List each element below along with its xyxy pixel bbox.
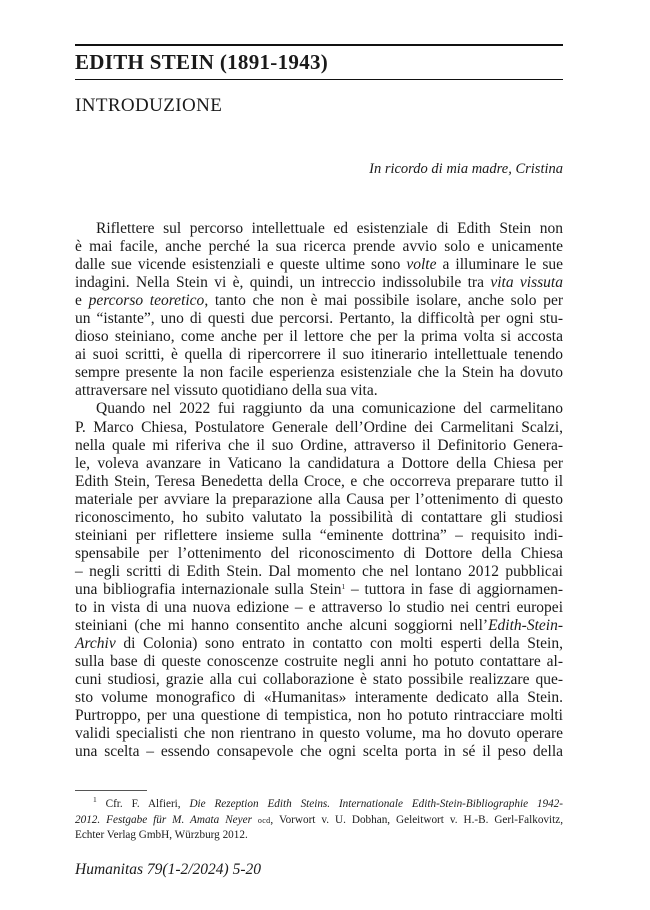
article-title: EDITH STEIN (1891-1943) [75,50,329,74]
body-line [75,545,563,563]
body-line [75,707,563,725]
header-top-rule [75,44,563,46]
italic-text: volte [406,256,437,274]
text-run: sto volume monografico di «Humanitas» interamente dedicato alla Stein. [75,689,563,707]
body-line [75,364,563,382]
text-run: spensabile per l’ottenimento del riconoscimento di Dottore della Chiesa [75,544,563,562]
text-run: è mai facile, anche perché la sua ricerca prende avvio solo e unicamente [75,238,563,256]
text-run: cuni studiosi, grazie alla cui collaborazione è stato possibile realizzare que- [75,671,563,689]
text-run: Echter Verlag GmbH, Würzburg 2012. [75,829,248,841]
body-line [75,509,563,527]
footnote-line [75,828,563,844]
body-line [75,599,563,617]
text-run: validi specialisti che non rientrano in questo volume, ma ho dovuto operare [75,725,563,743]
italic-text: Die Rezeption Edith Steins. Internationale Edith-Stein-Bibliographie 1942- [189,798,564,810]
italic-text: vita vissuta [490,274,563,292]
body-line [75,725,563,743]
footnote-marker: 1 [93,794,97,804]
text-run: una bibliografia internazionale sulla Stein [75,580,342,598]
body-line [75,635,563,653]
text-run: Quando nel 2022 fui raggiunto da una comunicazione del carmelitano [96,400,563,418]
body-line [75,455,563,473]
body-line [75,400,563,418]
text-run: , Vorwort v. U. Dobhan, Geleitwort v. H.-B. Gerl-Falkovitz, [270,813,563,826]
italic-text: Edith-Stein- [488,617,563,635]
body-line [75,527,563,545]
text-run: sempre presente la non facile esperienza esistenziale che la Stein ha dovuto [75,364,563,382]
section-heading: INTRODUZIONE [75,95,223,116]
text-run: steiniani (che mi hanno consentito anche alcuni soggiorni nell’ [75,617,489,635]
body-line [75,238,563,256]
body-line [75,274,563,292]
body-line [75,256,563,274]
text-run: ai suoi scritti, è quella di ripercorrere il suo itinerario intellettuale tenendo [75,346,563,364]
text-run: , tanto che non è mai possibile isolare, anche solo per [204,292,563,310]
body-text [75,220,563,761]
text-run: dalle sue vicende esistenziali e queste ultime sono [75,256,407,274]
text-run: steiniani per riflettere insieme sulla “eminente dottrina” – requisito indi- [75,526,563,544]
text-run: le, voleva avanzare in Vaticano la candidatura a Dottore della Chiesa per [75,454,563,472]
text-run: e [75,292,89,310]
italic-text: percorso teoretico [88,292,205,310]
text-run: indagini. Nella Stein vi è, quindi, un intreccio indissolubile tra [75,274,491,292]
body-line [75,328,563,346]
text-run: Cfr. F. Alfieri, [96,798,190,810]
text-run: riconoscimento, ho subito valutato la possibilità di contattare gli studiosi [75,508,563,526]
text-run: dioso steiniano, come anche per il lettore che per la prima volta si accosta [75,328,563,346]
body-line [75,617,563,635]
text-run: Riflettere sul percorso intellettuale ed esistenziale di Edith Stein non [96,220,563,237]
body-line [75,346,563,364]
body-line [75,310,563,328]
body-line [75,689,563,707]
body-line [75,292,563,310]
text-run: ocd [257,815,271,825]
body-line [75,671,563,689]
body-line [75,437,563,455]
body-line [75,220,563,238]
text-run: materiale per avviare la preparazione alla Causa per l’ottenimento di questo [75,490,563,508]
body-line [75,382,563,400]
italic-text: 2012. Festgabe für M. Amata Neyer [75,813,258,826]
body-line [75,419,563,437]
text-run: a illuminare le sue [436,256,563,274]
text-run: P. Marco Chiesa, Postulatore Generale dell’Ordine dei Carmelitani Scalzi, [75,418,563,436]
dedication: In ricordo di mia madre, Cristina [369,161,563,177]
text-run: to in vista di una nuova edizione – e attraverso lo studio nei centri europei [75,598,563,616]
body-line [75,563,563,581]
header-bottom-rule [75,79,563,80]
journal-citation: Humanitas 79(1-2/2024) 5-20 [75,861,261,878]
body-line [75,653,563,671]
footnote-line [75,794,564,813]
body-line [75,491,563,509]
text-run: Purtroppo, per una questione di tempistica, non ho potuto rintracciare molti [75,707,563,725]
text-run: un “istante”, uno di questi due percorsi. Pertanto, la difficoltà per ogni stu- [75,310,563,328]
body-line [75,743,563,761]
footnote-marker: 1 [341,581,346,591]
text-run: attraversare nel vissuto quotidiano della sua vita. [75,382,378,400]
text-run: sulla base di queste conoscenze costruite negli anni ho potuto contattare al- [75,653,563,671]
text-run: Edith Stein, Teresa Benedetta della Croce, e che occorreva preparare tutto il [75,472,563,490]
text-run: di Colonia) sono entrato in contatto con molti esperti della Stein, [115,635,563,653]
text-run: – negli scritti di Edith Stein. Dal momento che nel lontano 2012 pubblicai [75,562,563,580]
italic-text: Archiv [75,635,116,653]
footnote-separator [75,790,147,791]
body-line [75,473,563,491]
text-run: – tuttora in fase di aggiornamen- [345,580,563,598]
footnotes [75,794,564,844]
text-run: una scelta – essendo consapevole che ogni scelta porta in sé il peso della [75,743,563,761]
text-run: nella quale mi riferiva che il suo Ordine, attraverso il Definitorio Genera- [75,436,563,454]
body-line [75,581,563,599]
footnote-line [75,813,563,829]
